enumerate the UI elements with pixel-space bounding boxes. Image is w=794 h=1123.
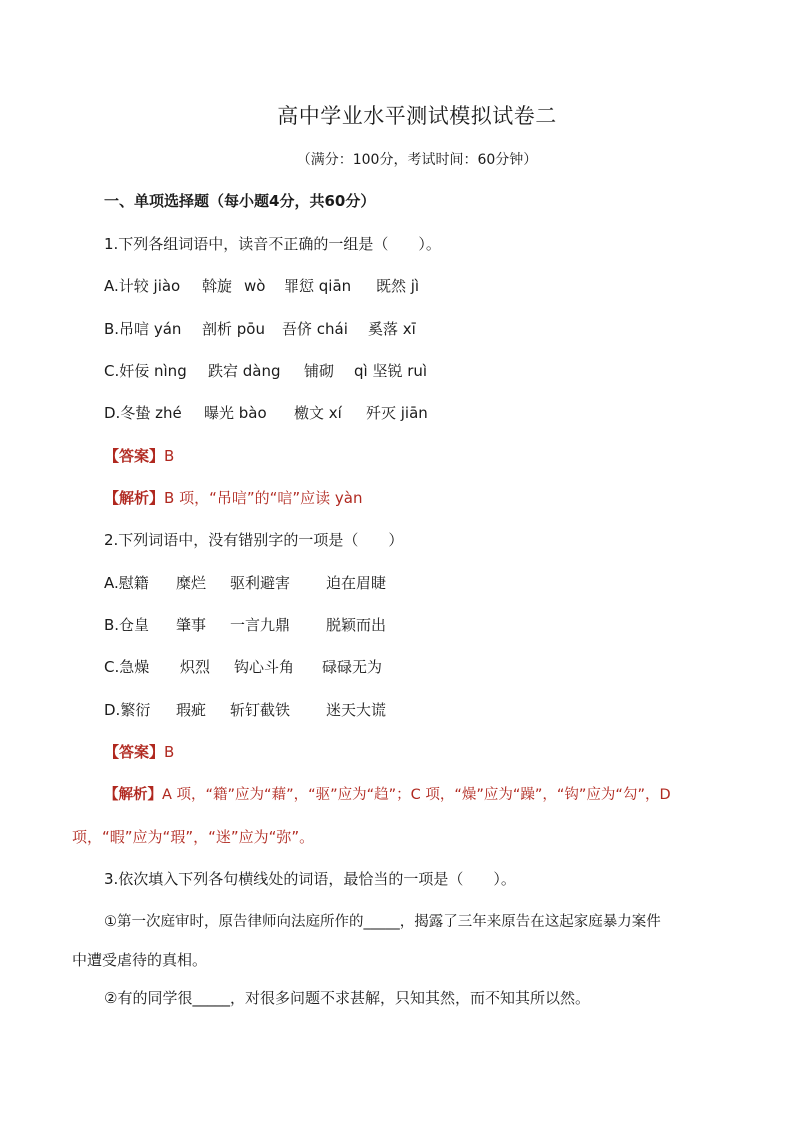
- question-1-option-c: C.奸佞 nìng 跌宕 dàng 铺砌 qì 坚锐 ruì: [104, 362, 428, 380]
- question-2-option-c: C.急燥 炽烈 钩心斗角 碌碌无为: [104, 658, 383, 676]
- question-1-analysis: 【解析】B 项，“吊唁”的“唁”应读 yàn: [104, 489, 363, 507]
- question-1-answer: 【答案】B: [104, 447, 175, 465]
- page-title: 高中学业水平测试模拟试卷二: [277, 104, 557, 128]
- question-1-option-a: A.计较 jiào 斡旋 wò 罪愆 qiān 既然 jì: [104, 277, 420, 295]
- section-heading: 一、单项选择题（每小题4分，共60分）: [104, 192, 376, 210]
- question-2-option-b: B.仓皇 肇事 一言九鼎 脱颖而出: [104, 616, 387, 634]
- question-3-sentence-2: ②有的同学很_____，对很多问题不求甚解，只知其然，而不知其所以然。: [104, 989, 590, 1007]
- question-2-analysis: 【解析】A 项，“籍”应为“藉”，“驱”应为“趋”；C 项，“燥”应为“躁”，“钩”应为“勾”，D: [104, 787, 671, 803]
- question-3-stem: 3.依次填入下列各句横线处的词语，最恰当的一项是（ ）。: [104, 870, 516, 888]
- question-3-sentence-1: ①第一次庭审时，原告律师向法庭所作的_____，揭露了三年来原告在这起家庭暴力案件: [104, 914, 661, 930]
- question-1-option-b: B.吊唁 yán 剖析 pōu 吾侪 chái 奚落 xī: [104, 320, 416, 338]
- question-2-stem: 2.下列词语中，没有错别字的一项是（ ）: [104, 531, 404, 549]
- question-2-answer: 【答案】B: [104, 743, 175, 761]
- question-2-analysis-continued: 项，“暇”应为“瑕”，“迷”应为“弥”。: [72, 828, 315, 846]
- question-1-option-d: D.冬蛰 zhé 曝光 bào 檄文 xí 歼灭 jiān: [104, 404, 428, 422]
- question-2-option-a: A.慰籍 糜烂 驱利避害 迫在眉睫: [104, 574, 387, 592]
- question-1-stem: 1.下列各组词语中，读音不正确的一组是（ ）。: [104, 235, 441, 253]
- question-2-option-d: D.繁衍 瑕疵 斩钉截铁 迷天大谎: [104, 701, 387, 719]
- page-subtitle: （满分：100分，考试时间：60分钟）: [296, 152, 538, 168]
- question-3-sentence-1-continued: 中遭受虐待的真相。: [72, 951, 208, 969]
